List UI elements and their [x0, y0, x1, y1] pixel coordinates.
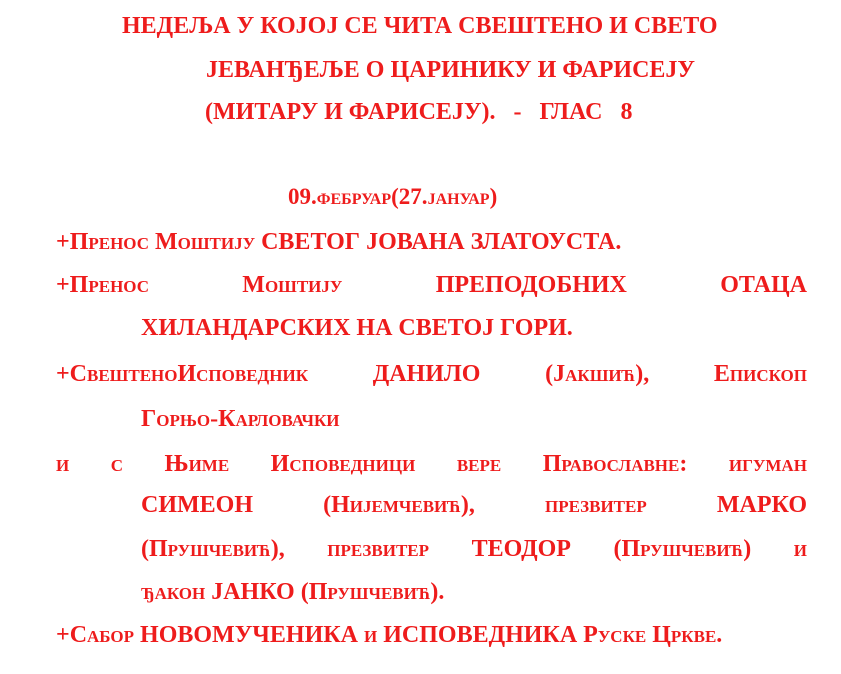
- entry-4-word: и: [56, 451, 70, 477]
- entry-2-word-1: +Пренос: [56, 272, 149, 298]
- entry-1-plus: +: [56, 229, 70, 255]
- date-close: ): [489, 184, 498, 209]
- entry-4-word: МАРКО: [716, 492, 807, 518]
- title-line-2: ЈЕВАНЂЕЉЕ О ЦАРИНИКУ И ФАРИСЕЈУ: [206, 57, 696, 83]
- entry-4-word: ТЕОДОР: [471, 536, 571, 562]
- entry-4-word: Православне:: [542, 451, 688, 477]
- entry-4-word: (Прушчевић): [613, 536, 752, 562]
- date-month: фебруар: [316, 184, 392, 209]
- entry-4-line-2: [141, 493, 807, 517]
- date-old-month: јануар: [427, 184, 490, 209]
- entry-5-word-3: и: [364, 622, 378, 648]
- entry-4-word: (Прушчевић),: [141, 536, 285, 562]
- entry-4-word: вере: [456, 451, 502, 477]
- title-line-3: (МИТАРУ И ФАРИСЕЈУ). - ГЛАС 8: [205, 99, 633, 125]
- entry-4-line-4: ђакон ЈАНКО (Прушчевић).: [141, 579, 445, 605]
- entry-3-line-1: [56, 362, 807, 386]
- entry-3-line-2: Горњо-Карловачки: [141, 406, 340, 432]
- entry-3-word-4: Епископ: [713, 361, 807, 387]
- entry-5: [56, 623, 722, 647]
- entry-4-line-1: [56, 452, 807, 476]
- entry-4-word: Њиме: [164, 451, 230, 477]
- entry-3-word-2: ДАНИЛО: [372, 361, 481, 387]
- entry-4-word: СИМЕОН: [141, 492, 253, 518]
- entry-2-word-4: ОТАЦА: [720, 272, 807, 298]
- entry-1: [56, 230, 621, 254]
- entry-5-word-4: ИСПОВЕДНИКА: [383, 622, 578, 648]
- title-line-1: НЕДЕЉА У КОЈОЈ СЕ ЧИТА СВЕШТЕНО И СВЕТО: [122, 13, 718, 39]
- entry-5-word-5: Руске Цркве.: [583, 622, 723, 648]
- date-old-day: (27.: [391, 184, 428, 209]
- entry-5-plus: +: [56, 622, 70, 648]
- entry-4-line-3: [141, 537, 807, 561]
- entry-2-line-1: [56, 273, 807, 297]
- entry-4-word: Исповедници: [270, 451, 416, 477]
- feast-date: [288, 185, 497, 208]
- entry-3-word-1: +СвештеноИсповедник: [56, 361, 309, 387]
- entry-2-line-2: ХИЛАНДАРСКИХ НА СВЕТОЈ ГОРИ.: [141, 315, 573, 341]
- entry-4-word: и: [793, 536, 807, 562]
- date-day: 09.: [288, 184, 317, 209]
- entry-1-prefix: Пренос Моштију: [69, 229, 256, 255]
- entry-4-word: (Нијемчевић),: [323, 492, 475, 518]
- entry-5-word-1: Сабор: [69, 622, 135, 648]
- entry-1-name: СВЕТОГ ЈОВАНА ЗЛАТОУСТА.: [261, 229, 622, 255]
- entry-4-word: презвитер: [544, 492, 647, 518]
- entry-2-word-3: ПРЕПОДОБНИХ: [435, 272, 627, 298]
- entry-3-word-3: (Јакшић),: [545, 361, 650, 387]
- entry-4-word: презвитер: [327, 536, 430, 562]
- entry-2-word-2: Моштију: [242, 272, 343, 298]
- entry-4-word: игуман: [728, 451, 807, 477]
- entry-5-word-2: НОВОМУЧЕНИКА: [140, 622, 358, 648]
- entry-4-word: с: [110, 451, 124, 477]
